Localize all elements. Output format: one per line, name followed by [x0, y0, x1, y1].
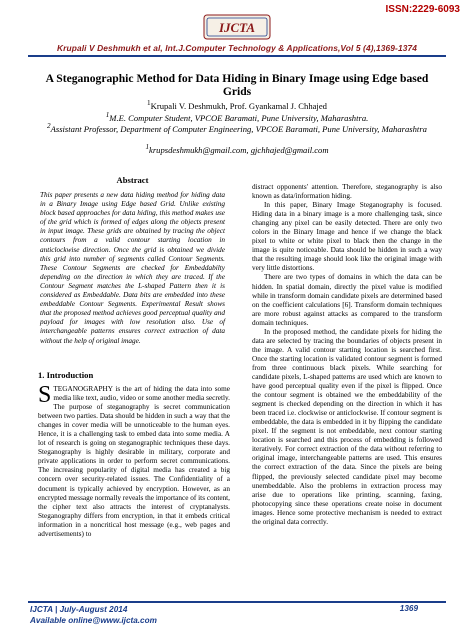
running-head: Krupali V Deshmukh et al, Int.J.Computer Technology & Applications,Vol 5 (4),1369-1374 — [57, 43, 417, 53]
issn-label: ISSN:2229-6093 — [385, 4, 460, 15]
intro-body — [38, 382, 230, 539]
footer-issue — [30, 604, 157, 626]
footer-issue-line: IJCTA | July-August 2014 — [30, 605, 128, 614]
affiliation-1: $^1$M.E. Computer Student, VPCOE Baramati, Pune University, Maharashtra. — [105, 111, 369, 123]
footer-site-link[interactable]: Available online@www.ijcta.com — [30, 616, 157, 625]
abstract-body: This paper presents a new data hiding method for hiding data in a Binary Image using Edge based Grid. Unlike existing block based approaches for data hiding, this method makes use of the grid which is formed of edges along the objects present in input image. These grids are obtained by tracing the object contours from a valid contour starting location in anticlockwise direction. Once the grid is obtained we divide this grid into number of segments called Contour Segments. These Contour Segments are checked for Embeddabilty depending on the direction in which they are traced. If the Contour Segment matches the L-shaped Pattern then it is considered as Embeddable. Data bits are embedded into these embeddable Contour Segments. Experimental Result shows that the proposed method achieves good perceptual quality and payload for images with low resolution also. Use of interchangeable patterns ensures correct extraction of data without the help of original image. — [40, 191, 225, 345]
author-emails: $^1$krupsdeshmukh@gmail.com, gjchhajed@gmail.com — [145, 143, 329, 155]
right-column — [252, 183, 442, 527]
svg-text:IJCTA: IJCTA — [218, 20, 256, 35]
affiliation-2: $^2$Assistant Professor, Department of Computer Engineering, VPCOE Baramati, Pune University, Maharashtra — [47, 122, 427, 134]
paragraph-continued: distract opponents' attention. Therefore, steganography is also known as data/information hiding. — [252, 183, 442, 201]
paper-title: A Steganographic Method for Data Hiding in Binary Image using Edge based Grids — [45, 72, 429, 98]
author-line: $^1$Krupali V. Deshmukh, Prof. Gyankamal J. Chhajed — [147, 99, 327, 111]
footer-divider — [28, 601, 446, 603]
authors: Krupali V. Deshmukh, Prof. Gyankamal J. Chhajed — [150, 100, 327, 111]
header-divider — [28, 55, 446, 57]
page-number: 1369 — [399, 604, 418, 613]
paragraph-domains: There are two types of domains in which the data can be hidden. In spatial domain, directly the pixel value is modified while in transform domain candidate pixels are determined based on the coefficient calculations [6]. Transform domain techniques are more robust against attacks as compared to the transform domain techniques. — [252, 273, 442, 327]
drop-cap: S — [38, 382, 52, 408]
abstract-heading: Abstract — [116, 175, 149, 185]
journal-logo — [203, 14, 271, 40]
paragraph-proposed-method: In the proposed method, the candidate pixels for hiding the data are selected by tracing the boundaries of objects present in the image. A valid contour starting location is searched first. Once the starting location is validated contour segment is formed from three continuous black pixels. While searching for candidate pixels, L-shaped patterns are used which are known to have good perceptual quality even if the pixel is flipped. Once the contour segment is obtained we the embeddability of the segment is checked depending on the direction in which it has been traced i.e. clockwise or anticlockwise. If contour segment is embeddable, the data is embedded in it by flipping the candidate pixel. If the segment is not embeddable, next contour starting location is searched and this process of embedding is followed iteratively. For correct extraction of the data without referring to original image, interchangeable patterns are used. This ensures the correct extraction of the data. Since the pixels are being flipped, the previously selected candidate pixel may become unembeddable. Also the problems in extraction process may arise due to operations like printing, scanning, faxing, photocopying since these operations create noise in document images. Hence some protective mechanism is needed to extract the original data correctly. — [252, 327, 442, 526]
intro-heading: 1. Introduction — [38, 370, 94, 380]
intro-paragraph: TEGANOGRAPHY is the art of hiding the data into some media like text, audio, video or some another media secretly. The purpose of steganography is secret communication between two parties. Data should be hidden in such a way that the changes in cover media will be unnoticeable to the human eyes. Hence, it is a challenging task to embed data into some media. A lot of research is going on steganographic techniques these days. Steganography is highly desirable in military, corporate and private applications in order to perform secret communications. The increasing popularity of digital media has created a big concern over security-related issues. The Confidentiality of a document is typically achieved by encryption. However, as an encrypted message normally reveals the importance of its content, the cipher text also attracts the interest of cryptanalysts. Steganography differs from encryption, in that it embeds critical information in a noncritical host message (e.g., web pages and advertisements) to — [38, 385, 230, 538]
paragraph-binary-steganography: In this paper, Binary Image Steganography is focused. Hiding data in a binary image is a more challenging task, since changing any pixel can be easily detected. There are only two colors in the Binary Image and hence if we change the black pixel to white or white pixel to black then the change in the image is quite noticeable. Data should be hidden in such a way that the resulting image should look like the original image with very little distortions. — [252, 201, 442, 273]
